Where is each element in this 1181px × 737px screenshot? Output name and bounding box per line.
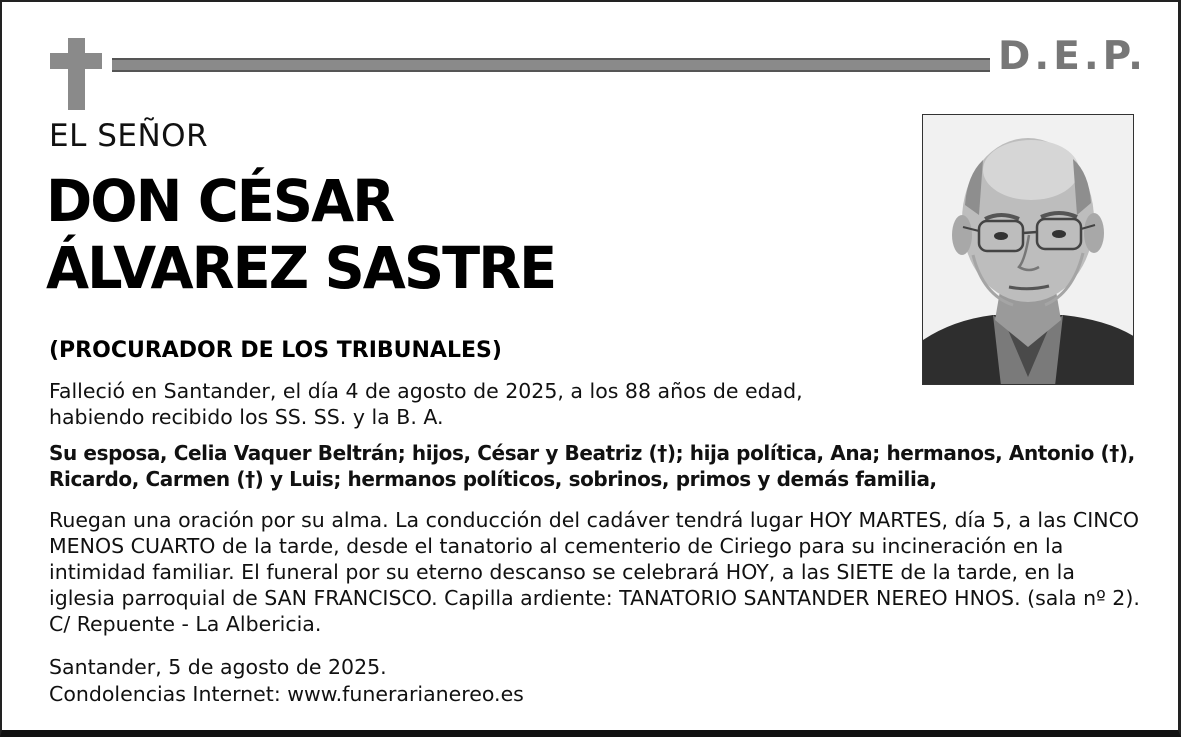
cross-icon <box>68 38 85 110</box>
service-details: Ruegan una oración por su alma. La conducción del cadáver tendrá lugar HOY MARTES, día 5, a las CINCO MENOS CUARTO de la tarde, desde el tanatorio al cementerio de Ciriego para su incineración en la intimidad familiar. El funeral por su eterno descanso se celebrará HOY, a las SIETE de la tarde, en la iglesia parroquial de SAN FRANCISCO. Capilla ardiente: TANATORIO SANTANDER NEREO HNOS. (sala nº 2). C/ Repuente - La Albericia. <box>49 508 1140 636</box>
name-line-1: DON CÉSAR <box>46 167 394 235</box>
name-line-2: ÁLVAREZ SASTRE <box>46 234 556 302</box>
portrait-image <box>923 115 1134 385</box>
dep-label: D.E.P. <box>998 34 1147 79</box>
header-rule <box>112 58 990 72</box>
place-date: Santander, 5 de agosto de 2025. <box>49 655 387 679</box>
honorific: EL SEÑOR <box>49 118 209 154</box>
family-list: Su esposa, Celia Vaquer Beltrán; hijos, César y Beatriz (†); hija política, Ana; hermanos, Antonio (†), Ricardo, Carmen (†) y Luis; hermanos políticos, sobrinos, primos y demás familia, <box>49 441 1135 491</box>
condolences-line: Condolencias Internet: www.funerarianereo.es <box>49 682 524 706</box>
portrait-photo <box>922 114 1134 385</box>
profession: (PROCURADOR DE LOS TRIBUNALES) <box>49 338 502 363</box>
death-notice: Falleció en Santander, el día 4 de agosto de 2025, a los 88 años de edad, habiendo recibido los SS. SS. y la B. A. <box>49 379 803 429</box>
deceased-name <box>46 168 555 302</box>
cross-icon-bar <box>50 53 102 69</box>
